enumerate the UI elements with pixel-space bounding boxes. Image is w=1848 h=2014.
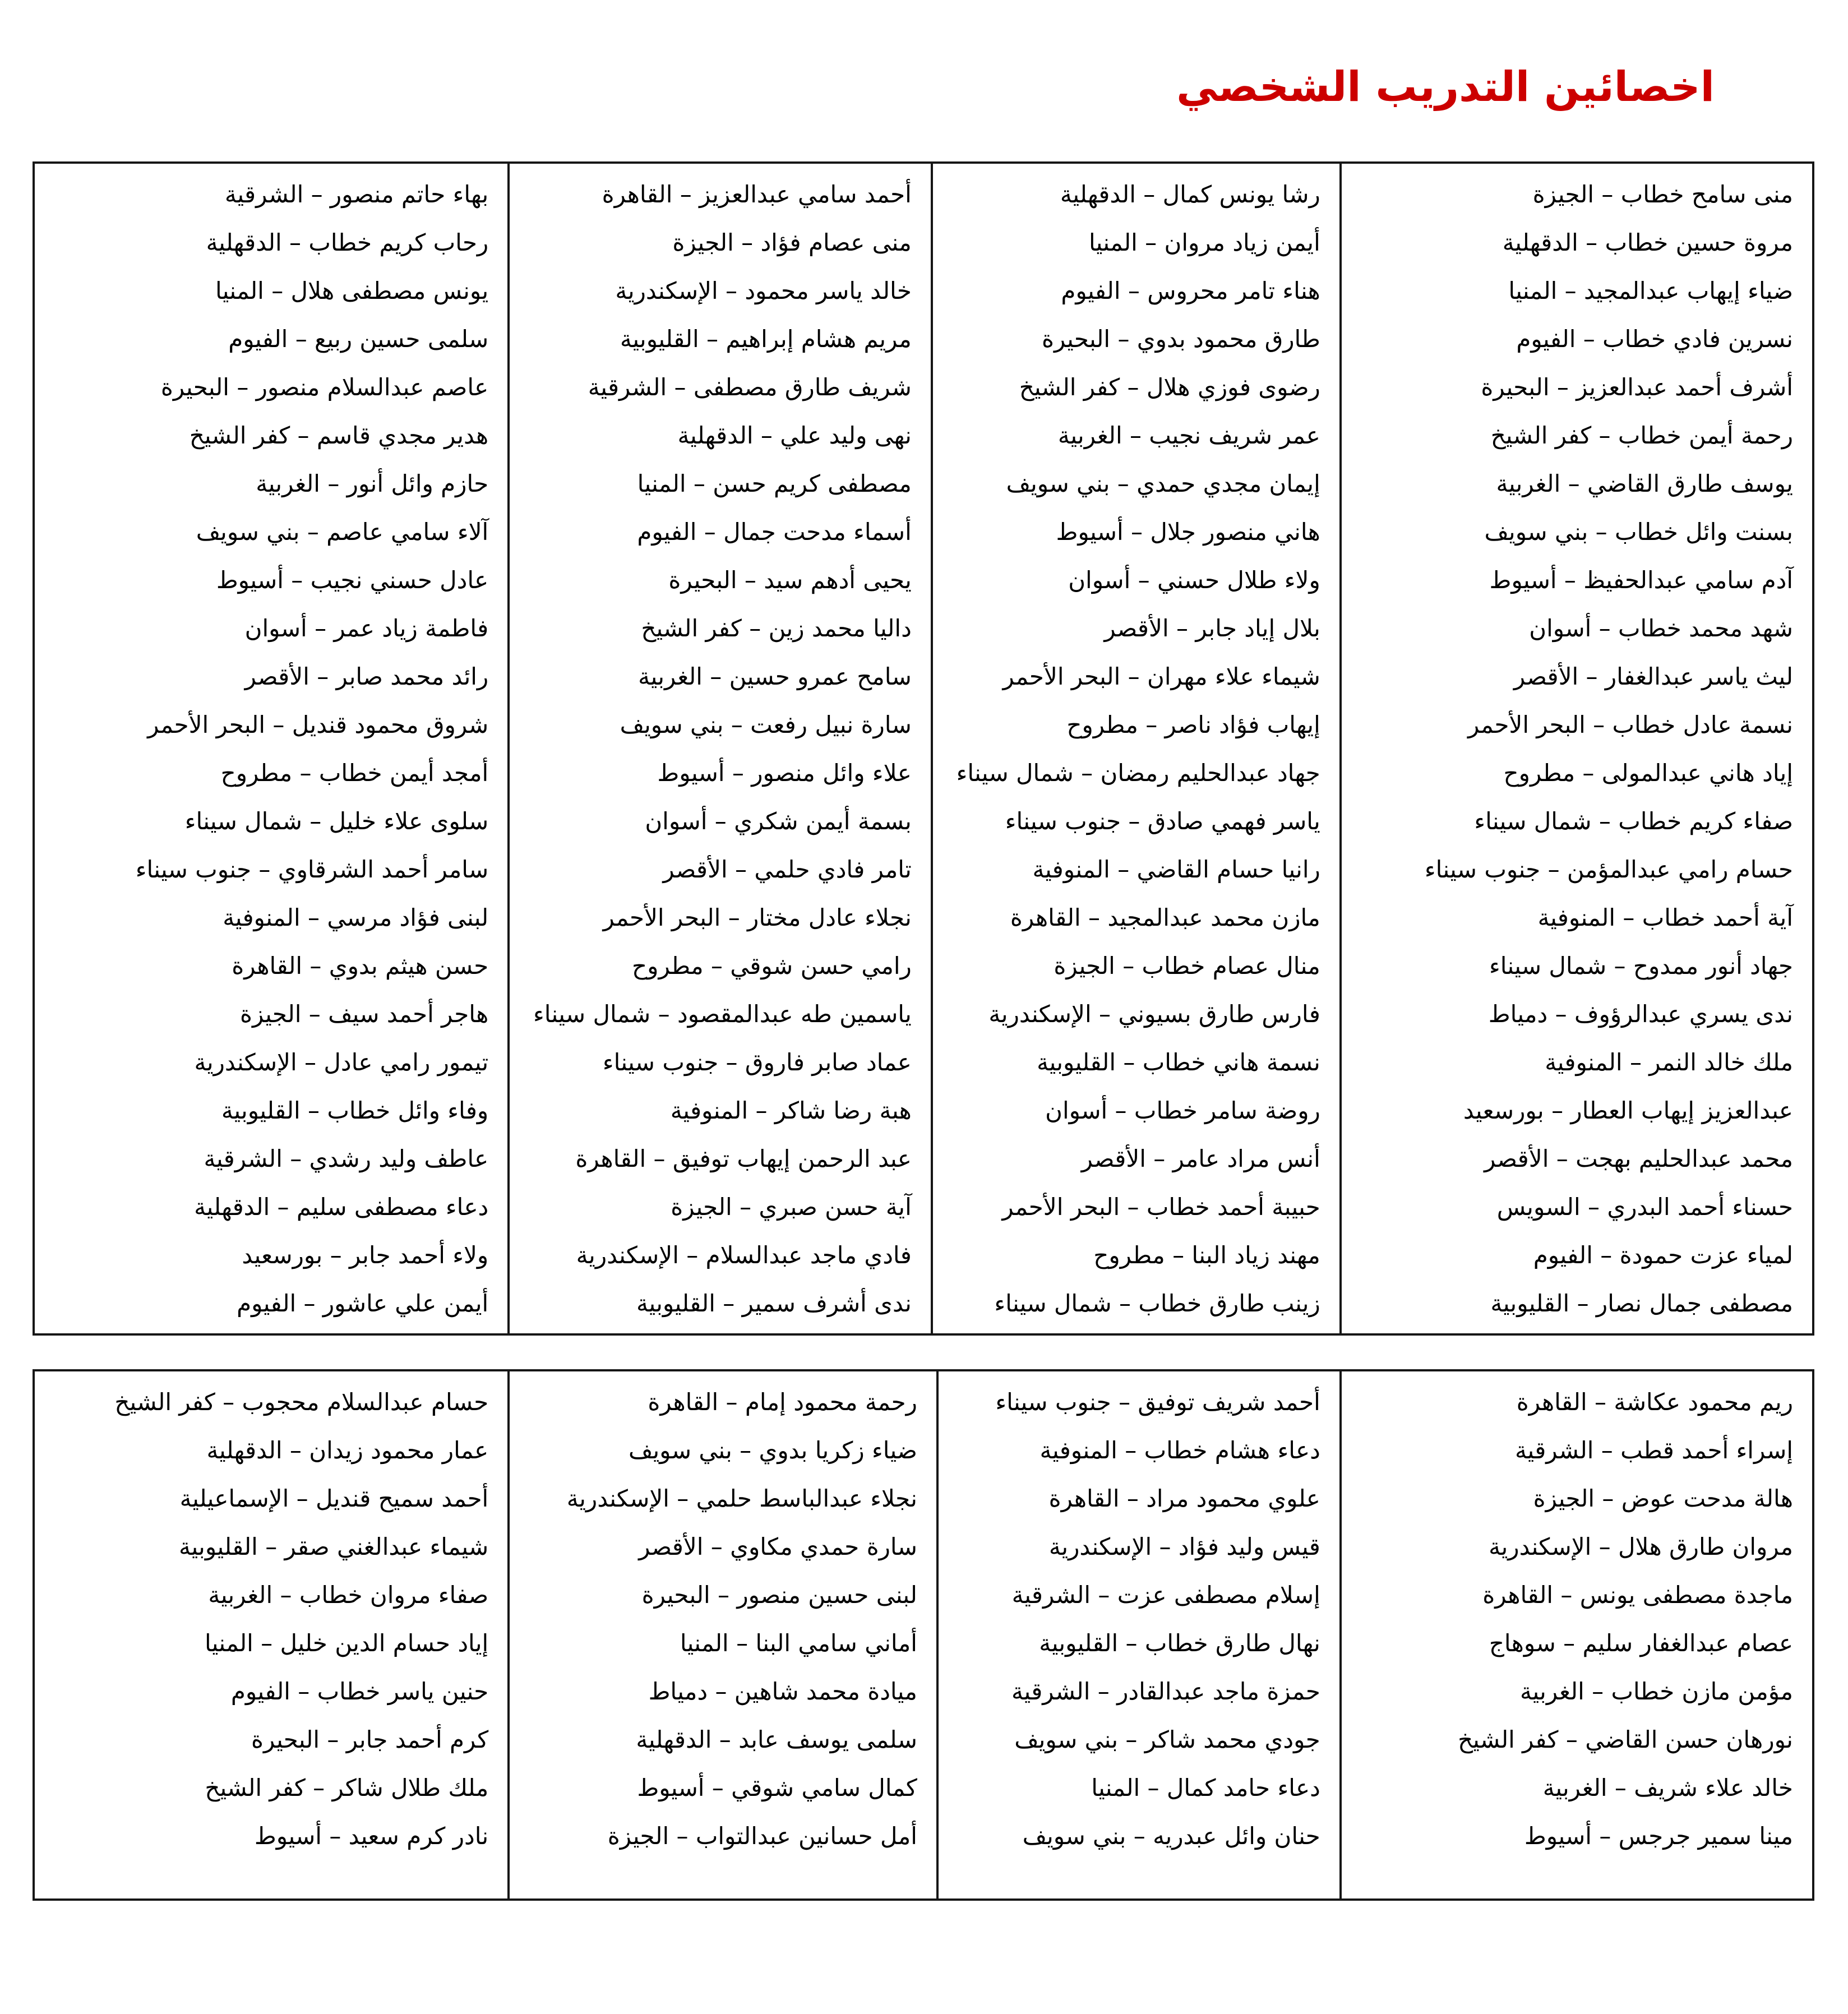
list-item <box>510 170 931 219</box>
list-item <box>1342 363 1812 412</box>
specialist-entry: نجلاء عادل مختار – البحر الأحمر <box>603 904 912 931</box>
specialist-entry: لبنى حسين منصور – البحيرة <box>641 1581 917 1609</box>
specialist-entry: خالد ياسر محمود – الإسكندرية <box>615 277 912 304</box>
list-item <box>1342 990 1812 1038</box>
list-item <box>1342 797 1812 846</box>
list-item <box>933 990 1339 1038</box>
list-item <box>933 749 1339 797</box>
list-item <box>510 1764 936 1812</box>
list-item <box>35 315 507 363</box>
table-column <box>931 164 1339 1333</box>
list-item <box>1342 1764 1812 1812</box>
list-item <box>1342 1667 1812 1716</box>
specialist-entry: أشرف أحمد عبدالعزيز – البحيرة <box>1481 373 1793 401</box>
list-item <box>1342 1426 1812 1475</box>
specialist-entry: مؤمن مازن خطاب – الغربية <box>1519 1678 1793 1705</box>
specialist-entry: مهند زياد البنا – مطروح <box>1093 1241 1320 1269</box>
specialist-entry: عماد صابر فاروق – جنوب سيناء <box>602 1048 912 1076</box>
specialist-entry: شريف طارق مصطفى – الشرقية <box>588 373 912 401</box>
table-column <box>507 164 931 1333</box>
list-item <box>510 219 931 267</box>
specialist-entry: سلمى حسين ربيع – الفيوم <box>228 325 489 353</box>
specialist-entry: دعاء حامد كمال – المنيا <box>1091 1774 1320 1801</box>
list-item <box>510 267 931 315</box>
list-item <box>510 1716 936 1764</box>
list-item <box>933 942 1339 990</box>
specialist-entry: أيمن علي عاشور – الفيوم <box>237 1290 489 1317</box>
specialist-entry: أمل حسانين عبدالتواب – الجيزة <box>607 1822 917 1850</box>
list-item <box>1342 412 1812 460</box>
specialist-entry: منال عصام خطاب – الجيزة <box>1054 952 1320 980</box>
list-item <box>939 1571 1339 1619</box>
specialist-entry: رحمة محمود إمام – القاهرة <box>648 1388 917 1416</box>
list-item <box>1342 1038 1812 1087</box>
specialists-table-2 <box>33 1369 1814 1901</box>
list-item <box>35 412 507 460</box>
specialist-entry: نسرين فادي خطاب – الفيوم <box>1516 325 1793 353</box>
list-item <box>35 170 507 219</box>
list-item <box>1342 1571 1812 1619</box>
list-item <box>510 894 931 942</box>
specialist-entry: عمار محمود زيدان – الدقهلية <box>206 1436 489 1464</box>
list-item <box>510 1619 936 1667</box>
specialist-entry: رامي حسن شوقي – مطروح <box>632 952 912 980</box>
specialist-entry: آدم سامي عبدالحفيظ – أسيوط <box>1489 566 1793 594</box>
specialist-entry: روضة سامر خطاب – أسوان <box>1045 1097 1320 1124</box>
specialist-entry: أنس مراد عامر – الأقصر <box>1081 1145 1320 1172</box>
specialist-entry: سلمى يوسف عابد – الدقهلية <box>636 1726 917 1753</box>
list-item <box>35 894 507 942</box>
list-item <box>1342 701 1812 749</box>
specialist-entry: علوي محمود مراد – القاهرة <box>1048 1485 1320 1512</box>
list-item <box>510 363 931 412</box>
specialist-entry: كرم أحمد جابر – البحيرة <box>251 1726 489 1753</box>
specialist-entry: شروق محمود قنديل – البحر الأحمر <box>147 711 489 738</box>
specialist-entry: زينب طارق خطاب – شمال سيناء <box>994 1290 1320 1317</box>
list-item <box>933 363 1339 412</box>
specialist-entry: إيمان مجدي حمدي – بني سويف <box>1006 470 1320 497</box>
specialist-entry: هاني منصور جلال – أسيوط <box>1056 518 1320 546</box>
specialist-entry: حنين ياسر خطاب – الفيوم <box>230 1678 489 1705</box>
specialist-entry: هدير مجدي قاسم – كفر الشيخ <box>189 422 489 449</box>
list-item <box>35 1426 507 1475</box>
specialist-entry: حبيبة أحمد خطاب – البحر الأحمر <box>1002 1193 1320 1221</box>
list-item <box>1342 1183 1812 1231</box>
list-item <box>939 1378 1339 1426</box>
list-item <box>939 1764 1339 1812</box>
list-item <box>933 653 1339 701</box>
list-item <box>1342 1279 1812 1328</box>
specialist-entry: رحمة أيمن خطاب – كفر الشيخ <box>1490 422 1793 449</box>
specialist-entry: رحاب كريم خطاب – الدقهلية <box>206 229 489 256</box>
specialist-entry: أحمد سميح قنديل – الإسماعيلية <box>179 1485 489 1512</box>
specialist-entry: سارة حمدي مكاوي – الأقصر <box>639 1533 917 1560</box>
list-item <box>939 1667 1339 1716</box>
specialist-entry: يوسف طارق القاضي – الغربية <box>1496 470 1793 497</box>
list-item <box>35 942 507 990</box>
specialist-entry: أماني سامي البنا – المنيا <box>680 1629 917 1657</box>
list-item <box>933 701 1339 749</box>
specialist-entry: آية حسن صبري – الجيزة <box>671 1193 912 1221</box>
list-item <box>35 1667 507 1716</box>
list-item <box>35 1279 507 1328</box>
list-item <box>35 1087 507 1135</box>
specialist-entry: نسمة عادل خطاب – البحر الأحمر <box>1467 711 1793 738</box>
list-item <box>510 749 931 797</box>
list-item <box>35 990 507 1038</box>
list-item <box>35 1619 507 1667</box>
specialist-entry: ملك طلال شاكر – كفر الشيخ <box>205 1774 489 1801</box>
specialist-entry: تامر فادي حلمي – الأقصر <box>663 856 912 883</box>
list-item <box>510 1812 936 1860</box>
specialist-entry: صفاء كريم خطاب – شمال سيناء <box>1474 807 1793 835</box>
specialist-entry: عاطف وليد رشدي – الشرقية <box>204 1145 489 1172</box>
list-item <box>933 556 1339 604</box>
specialist-entry: قيس وليد فؤاد – الإسكندرية <box>1048 1533 1320 1560</box>
list-item <box>1342 219 1812 267</box>
list-item <box>35 508 507 556</box>
list-item <box>1342 508 1812 556</box>
list-item <box>933 267 1339 315</box>
page-title: اخصائين التدريب الشخصي <box>1176 63 1715 111</box>
specialist-entry: هناء تامر محروس – الفيوم <box>1061 277 1320 304</box>
list-item <box>1342 1475 1812 1523</box>
specialist-entry: رشا يونس كمال – الدقهلية <box>1060 181 1320 208</box>
specialist-entry: مينا سمير جرجس – أسيوط <box>1524 1822 1793 1850</box>
specialist-entry: نورهان حسن القاضي – كفر الشيخ <box>1458 1726 1793 1753</box>
list-item <box>510 1475 936 1523</box>
specialist-entry: جودي محمد شاكر – بني سويف <box>1014 1726 1320 1753</box>
list-item <box>510 1279 931 1328</box>
specialist-entry: دعاء هشام خطاب – المنوفية <box>1040 1436 1320 1464</box>
list-item <box>510 1523 936 1571</box>
specialist-entry: منى سامح خطاب – الجيزة <box>1532 181 1793 208</box>
specialist-entry: شيماء عبدالغني صقر – القليوبية <box>178 1533 489 1560</box>
list-item <box>933 460 1339 508</box>
specialist-entry: ماجدة مصطفى يونس – القاهرة <box>1482 1581 1793 1609</box>
list-item <box>510 460 931 508</box>
list-item <box>35 1812 507 1860</box>
list-item <box>510 1038 931 1087</box>
specialist-entry: سلوى علاء خليل – شمال سيناء <box>184 807 489 835</box>
table-column <box>35 1371 507 1898</box>
specialist-entry: سامر أحمد الشرقاوي – جنوب سيناء <box>135 856 489 883</box>
list-item <box>1342 1812 1812 1860</box>
list-item <box>933 604 1339 653</box>
list-item <box>35 460 507 508</box>
list-item <box>35 846 507 894</box>
specialist-entry: ضياء إيهاب عبدالمجيد – المنيا <box>1508 277 1793 304</box>
specialist-entry: ولاء طلال حسني – أسوان <box>1068 566 1320 594</box>
specialist-entry: إسراء أحمد قطب – الشرقية <box>1515 1436 1793 1464</box>
list-item <box>933 1231 1339 1279</box>
specialist-entry: أسماء مدحت جمال – الفيوم <box>637 518 912 546</box>
list-item <box>510 1183 931 1231</box>
specialist-entry: ندى يسري عبدالرؤوف – دمياط <box>1488 1000 1793 1028</box>
list-item <box>35 1571 507 1619</box>
list-item <box>1342 460 1812 508</box>
list-item <box>510 1087 931 1135</box>
specialist-entry: خالد علاء شريف – الغربية <box>1542 1774 1793 1801</box>
specialist-entry: صفاء مروان خطاب – الغربية <box>208 1581 489 1609</box>
specialist-entry: هاجر أحمد سيف – الجيزة <box>240 1000 489 1028</box>
specialist-entry: سامح عمرو حسين – الغربية <box>638 663 912 690</box>
list-item <box>35 1523 507 1571</box>
list-item <box>933 412 1339 460</box>
specialist-entry: وفاء وائل خطاب – القليوبية <box>221 1097 489 1124</box>
list-item <box>933 315 1339 363</box>
list-item <box>510 653 931 701</box>
specialist-entry: ياسمين طه عبدالمقصود – شمال سيناء <box>533 1000 912 1028</box>
specialist-entry: نادر كرم سعيد – أسيوط <box>254 1822 489 1850</box>
list-item <box>510 1571 936 1619</box>
list-item <box>1342 267 1812 315</box>
specialist-entry: محمد عبدالحليم بهجت – الأقصر <box>1484 1145 1793 1172</box>
list-item <box>510 315 931 363</box>
specialist-entry: جهاد أنور ممدوح – شمال سيناء <box>1489 952 1793 980</box>
specialist-entry: ضياء زكريا بدوي – بني سويف <box>629 1436 917 1464</box>
list-item <box>510 556 931 604</box>
specialist-entry: مازن محمد عبدالمجيد – القاهرة <box>1010 904 1320 931</box>
list-item <box>35 1716 507 1764</box>
list-item <box>35 556 507 604</box>
list-item <box>35 604 507 653</box>
specialist-entry: ياسر فهمي صادق – جنوب سيناء <box>1005 807 1320 835</box>
specialist-entry: مصطفى كريم حسن – المنيا <box>637 470 912 497</box>
specialist-entry: حمزة ماجد عبدالقادر – الشرقية <box>1011 1678 1320 1705</box>
specialist-entry: حسام رامي عبدالمؤمن – جنوب سيناء <box>1424 856 1793 883</box>
list-item <box>1342 749 1812 797</box>
specialist-entry: حنان وائل عبدريه – بني سويف <box>1022 1822 1320 1850</box>
list-item <box>939 1426 1339 1475</box>
list-item <box>1342 894 1812 942</box>
list-item <box>510 942 931 990</box>
specialist-entry: يحيى أدهم سيد – البحيرة <box>668 566 912 594</box>
specialists-table-1 <box>33 161 1814 1336</box>
list-item <box>933 797 1339 846</box>
list-item <box>933 1135 1339 1183</box>
specialist-entry: مروة حسين خطاب – الدقهلية <box>1502 229 1793 256</box>
specialist-entry: فادي ماجد عبدالسلام – الإسكندرية <box>576 1241 912 1269</box>
list-item <box>933 219 1339 267</box>
list-item <box>35 797 507 846</box>
specialist-entry: ريم محمود عكاشة – القاهرة <box>1516 1388 1793 1416</box>
specialist-entry: أيمن زياد مروان – المنيا <box>1088 229 1320 256</box>
specialist-entry: حسناء أحمد البدري – السويس <box>1496 1193 1793 1221</box>
specialist-entry: طارق محمود بدوي – البحيرة <box>1042 325 1320 353</box>
list-item <box>933 1038 1339 1087</box>
list-item <box>35 267 507 315</box>
list-item <box>939 1475 1339 1523</box>
list-item <box>1342 1231 1812 1279</box>
specialist-entry: عصام عبدالغفار سليم – سوهاج <box>1489 1629 1793 1657</box>
specialist-entry: عبد الرحمن إيهاب توفيق – القاهرة <box>575 1145 912 1172</box>
list-item <box>1342 1378 1812 1426</box>
specialist-entry: بسمة أيمن شكري – أسوان <box>645 807 912 835</box>
list-item <box>35 1135 507 1183</box>
specialist-entry: إياد هاني عبدالمولى – مطروح <box>1503 759 1793 787</box>
list-item <box>510 412 931 460</box>
specialist-entry: إيهاب فؤاد ناصر – مطروح <box>1066 711 1320 738</box>
list-item <box>35 1038 507 1087</box>
list-item <box>35 1475 507 1523</box>
list-item <box>35 1231 507 1279</box>
table-column <box>936 1371 1339 1898</box>
specialist-entry: آلاء سامي عاصم – بني سويف <box>196 518 489 546</box>
specialist-entry: منى عصام فؤاد – الجيزة <box>672 229 912 256</box>
specialist-entry: ندى أشرف سمير – القليوبية <box>636 1290 912 1317</box>
list-item <box>510 508 931 556</box>
list-item <box>510 797 931 846</box>
table-column <box>1339 1371 1812 1898</box>
list-item <box>1342 1716 1812 1764</box>
table-column <box>1339 164 1812 1333</box>
list-item <box>933 508 1339 556</box>
specialist-entry: عادل حسني نجيب – أسيوط <box>216 566 489 594</box>
list-item <box>1342 942 1812 990</box>
specialist-entry: فارس طارق بسيوني – الإسكندرية <box>988 1000 1320 1028</box>
specialist-entry: نسمة هاني خطاب – القليوبية <box>1037 1048 1320 1076</box>
list-item <box>510 1667 936 1716</box>
list-item <box>35 1764 507 1812</box>
list-item <box>510 990 931 1038</box>
specialist-entry: نهال طارق خطاب – القليوبية <box>1039 1629 1320 1657</box>
specialist-entry: داليا محمد زين – كفر الشيخ <box>641 615 912 642</box>
specialist-entry: بهاء حاتم منصور – الشرقية <box>224 181 489 208</box>
specialist-entry: كمال سامي شوقي – أسيوط <box>637 1774 917 1801</box>
list-item <box>35 1183 507 1231</box>
specialist-entry: حسام عبدالسلام محجوب – كفر الشيخ <box>114 1388 489 1416</box>
list-item <box>933 1183 1339 1231</box>
list-item <box>510 1231 931 1279</box>
specialist-entry: عاصم عبدالسلام منصور – البحيرة <box>160 373 489 401</box>
list-item <box>1342 315 1812 363</box>
list-item <box>939 1619 1339 1667</box>
specialist-entry: سارة نبيل رفعت – بني سويف <box>620 711 912 738</box>
specialist-entry: إياد حسام الدين خليل – المنيا <box>204 1629 489 1657</box>
specialist-entry: ليث ياسر عبدالغفار – الأقصر <box>1513 663 1793 690</box>
specialist-entry: أمجد أيمن خطاب – مطروح <box>220 759 489 787</box>
list-item <box>35 653 507 701</box>
specialist-entry: هبة رضا شاكر – المنوفية <box>670 1097 912 1124</box>
specialist-entry: مريم هشام إبراهيم – القليوبية <box>620 325 912 353</box>
specialist-entry: آية أحمد خطاب – المنوفية <box>1537 904 1793 931</box>
specialist-entry: شيماء علاء مهران – البحر الأحمر <box>1002 663 1320 690</box>
list-item <box>1342 846 1812 894</box>
specialist-entry: رضوى فوزي هلال – كفر الشيخ <box>1019 373 1320 401</box>
list-item <box>1342 1619 1812 1667</box>
specialist-entry: ملك خالد النمر – المنوفية <box>1545 1048 1793 1076</box>
specialist-entry: عبدالعزيز إيهاب العطار – بورسعيد <box>1463 1097 1793 1124</box>
list-item <box>35 363 507 412</box>
specialist-entry: أحمد شريف توفيق – جنوب سيناء <box>995 1388 1320 1416</box>
specialist-entry: ميادة محمد شاهين – دمياط <box>648 1678 917 1705</box>
list-item <box>510 1378 936 1426</box>
list-item <box>510 1135 931 1183</box>
list-item <box>933 170 1339 219</box>
specialist-entry: حسن هيثم بدوي – القاهرة <box>232 952 489 980</box>
specialist-entry: أحمد سامي عبدالعزيز – القاهرة <box>602 181 912 208</box>
specialist-entry: ولاء أحمد جابر – بورسعيد <box>242 1241 489 1269</box>
list-item <box>939 1812 1339 1860</box>
specialist-entry: جهاد عبدالحليم رمضان – شمال سيناء <box>956 759 1320 787</box>
list-item <box>1342 604 1812 653</box>
specialist-entry: بسنت وائل خطاب – بني سويف <box>1484 518 1793 546</box>
specialist-entry: إسلام مصطفى عزت – الشرقية <box>1011 1581 1320 1609</box>
specialist-entry: مروان طارق هلال – الإسكندرية <box>1489 1533 1793 1560</box>
specialist-entry: نجلاء عبدالباسط حلمي – الإسكندرية <box>566 1485 917 1512</box>
list-item <box>510 604 931 653</box>
list-item <box>933 894 1339 942</box>
list-item <box>510 701 931 749</box>
specialist-entry: عمر شريف نجيب – الغربية <box>1057 422 1320 449</box>
list-item <box>35 219 507 267</box>
list-item <box>933 1087 1339 1135</box>
specialist-entry: علاء وائل منصور – أسيوط <box>657 759 912 787</box>
specialist-entry: هالة مدحت عوض – الجيزة <box>1533 1485 1793 1512</box>
list-item <box>1342 1087 1812 1135</box>
list-item <box>510 846 931 894</box>
list-item <box>1342 170 1812 219</box>
table-column <box>507 1371 936 1898</box>
list-item <box>35 701 507 749</box>
specialist-entry: رائد محمد صابر – الأقصر <box>244 663 489 690</box>
list-item <box>939 1716 1339 1764</box>
list-item <box>939 1523 1339 1571</box>
specialist-entry: بلال إياد جابر – الأقصر <box>1104 615 1320 642</box>
specialist-entry: شهد محمد خطاب – أسوان <box>1529 615 1793 642</box>
specialist-entry: نهى وليد علي – الدقهلية <box>677 422 912 449</box>
specialist-entry: مصطفى جمال نصار – القليوبية <box>1490 1290 1793 1317</box>
specialist-entry: دعاء مصطفى سليم – الدقهلية <box>194 1193 489 1221</box>
list-item <box>1342 556 1812 604</box>
list-item <box>510 1426 936 1475</box>
specialist-entry: حازم وائل أنور – الغربية <box>256 470 489 497</box>
list-item <box>35 1378 507 1426</box>
list-item <box>1342 653 1812 701</box>
specialist-entry: رانيا حسام القاضي – المنوفية <box>1032 856 1320 883</box>
list-item <box>35 749 507 797</box>
specialist-entry: لبنى فؤاد مرسي – المنوفية <box>223 904 489 931</box>
specialist-entry: فاطمة زياد عمر – أسوان <box>244 615 489 642</box>
list-item <box>933 846 1339 894</box>
specialist-entry: لمياء عزت حمودة – الفيوم <box>1533 1241 1793 1269</box>
specialist-entry: يونس مصطفى هلال – المنيا <box>215 277 489 304</box>
list-item <box>933 1279 1339 1328</box>
list-item <box>1342 1523 1812 1571</box>
list-item <box>1342 1135 1812 1183</box>
table-column <box>35 164 507 1333</box>
specialist-entry: تيمور رامي عادل – الإسكندرية <box>194 1048 489 1076</box>
